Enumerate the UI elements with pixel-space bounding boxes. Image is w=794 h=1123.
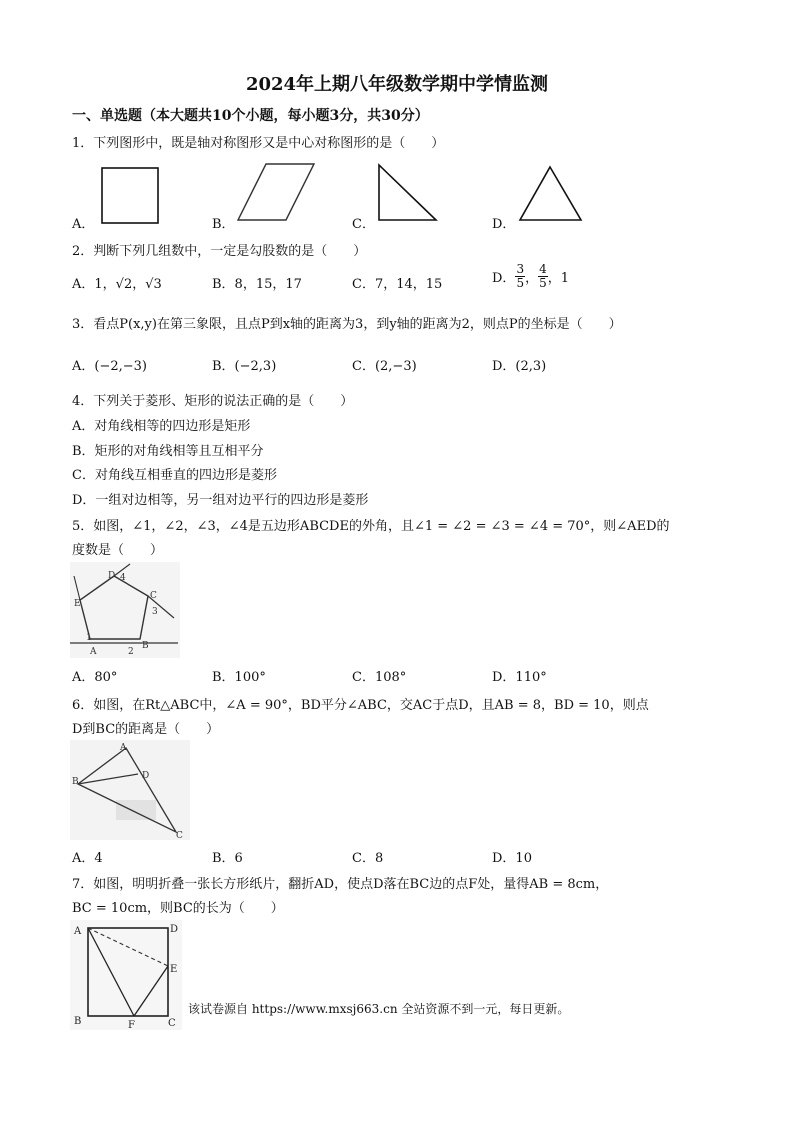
question-1-stem: 1．下列图形中，既是轴对称图形又是中心对称图形的是（ ）	[72, 136, 445, 151]
q5-label-a: A	[90, 647, 97, 657]
q2-d-fraction-1	[515, 263, 525, 290]
frac2-den: 5	[539, 276, 547, 290]
footer-source-note: 该试卷源自 https://www.mxsj663.cn 全站资源不到一元，每日更新。	[188, 1002, 570, 1016]
q1-figure-square	[100, 166, 160, 226]
q4-option-d: D．一组对边相等，另一组对边平行的四边形是菱形	[72, 493, 369, 508]
q5-label-2: 2	[128, 647, 134, 657]
frac1-num: 3	[516, 262, 525, 276]
question-7-stem-line1: 7．如图，明明折叠一张长方形纸片，翻折AD，使点D落在BC边的点F处，量得AB = 8cm，	[72, 877, 609, 892]
q7-rectangle-figure	[70, 920, 182, 1030]
q2-d-comma: ，	[525, 271, 539, 286]
q3-option-d: D．(2,3)	[492, 359, 547, 374]
question-5-stem-line1: 5．如图，∠1，∠2，∠3，∠4是五边形ABCDE的外角，且∠1 = ∠2 = ∠3 = ∠4 = 70°，则∠AED的	[72, 519, 670, 534]
q6-triangle-figure	[70, 740, 190, 840]
q5-label-4: 4	[120, 573, 126, 583]
q5-option-a: A．80°	[72, 670, 118, 685]
q2-option-c: C．7，14，15	[352, 277, 443, 292]
q7-label-a: A	[74, 926, 82, 937]
q7-label-d: D	[170, 924, 179, 935]
q5-option-b: B．100°	[212, 670, 266, 685]
q1-option-a: A．	[72, 217, 95, 232]
q2-d-label: D．	[492, 271, 516, 286]
q4-option-a: A．对角线相等的四边形是矩形	[72, 419, 251, 434]
q2-d-tail: ，1	[547, 271, 570, 286]
frac2-num: 4	[539, 262, 547, 276]
q5-label-e: E	[74, 599, 81, 609]
q5-label-1: 1	[86, 633, 92, 643]
question-4-stem: 4．下列关于菱形、矩形的说法正确的是（ ）	[72, 394, 354, 409]
q7-label-b: B	[74, 1016, 82, 1027]
q2-d-fraction-2	[538, 263, 548, 290]
question-7-stem-line2: BC = 10cm，则BC的长为（ ）	[72, 901, 284, 916]
q3-option-a: A．(−2,−3)	[72, 359, 147, 374]
section-header: 一、单选题（本大题共10个小题，每小题3分，共30分）	[72, 108, 429, 124]
q7-label-c: C	[168, 1018, 176, 1029]
q5-option-d: D．110°	[492, 670, 547, 685]
q6-option-c: C．8	[352, 851, 384, 866]
q1-option-d: D．	[492, 217, 516, 232]
q4-option-c: C．对角线互相垂直的四边形是菱形	[72, 468, 277, 483]
q6-option-a: A．4	[72, 851, 103, 866]
q5-label-d: D	[108, 571, 116, 581]
q2-option-d	[492, 263, 569, 290]
q6-option-d: D．10	[492, 851, 532, 866]
q6-label-d: D	[142, 771, 150, 781]
frac1-den: 5	[516, 276, 525, 290]
question-2-stem: 2．判断下列几组数中，一定是勾股数的是（ ）	[72, 244, 367, 259]
q5-pentagon-figure	[70, 562, 180, 658]
question-6-stem-line1: 6．如图，在Rt△ABC中，∠A = 90°，BD平分∠ABC，交AC于点D，且AB = 8，BD = 10，则点	[72, 698, 649, 713]
q4-option-b: B．矩形的对角线相等且互相平分	[72, 444, 264, 459]
q6-label-a: A	[120, 743, 127, 753]
page-title: 2024年上期八年级数学期中学情监测	[245, 74, 549, 95]
q1-figure-equilateral-triangle	[518, 164, 584, 224]
question-3-stem: 3．看点P(x,y)在第三象限，且点P到x轴的距离为3，到y轴的距离为2，则点P的坐标是（ ）	[72, 317, 622, 332]
q3-option-b: B．(−2,3)	[212, 359, 277, 374]
q5-label-3: 3	[152, 607, 158, 617]
q1-option-b: B．	[212, 217, 235, 232]
question-6-stem-line2: D到BC的距离是（ ）	[72, 722, 220, 737]
question-5-stem-line2: 度数是（ ）	[72, 543, 164, 558]
q2-option-a: A．1，√2，√3	[72, 277, 162, 292]
q7-label-e: E	[170, 964, 178, 975]
q5-option-c: C．108°	[352, 670, 407, 685]
q6-option-b: B．6	[212, 851, 243, 866]
q5-label-b: B	[142, 641, 149, 651]
q1-option-c: C．	[352, 217, 375, 232]
q5-label-c: C	[150, 591, 157, 601]
q6-label-b: B	[72, 777, 79, 787]
q2-option-b: B．8，15，17	[212, 277, 302, 292]
q7-label-f: F	[128, 1020, 135, 1031]
q6-label-c: C	[176, 831, 183, 841]
q1-figure-parallelogram	[236, 162, 316, 226]
q3-option-c: C．(2,−3)	[352, 359, 417, 374]
q1-figure-right-triangle	[376, 162, 440, 226]
